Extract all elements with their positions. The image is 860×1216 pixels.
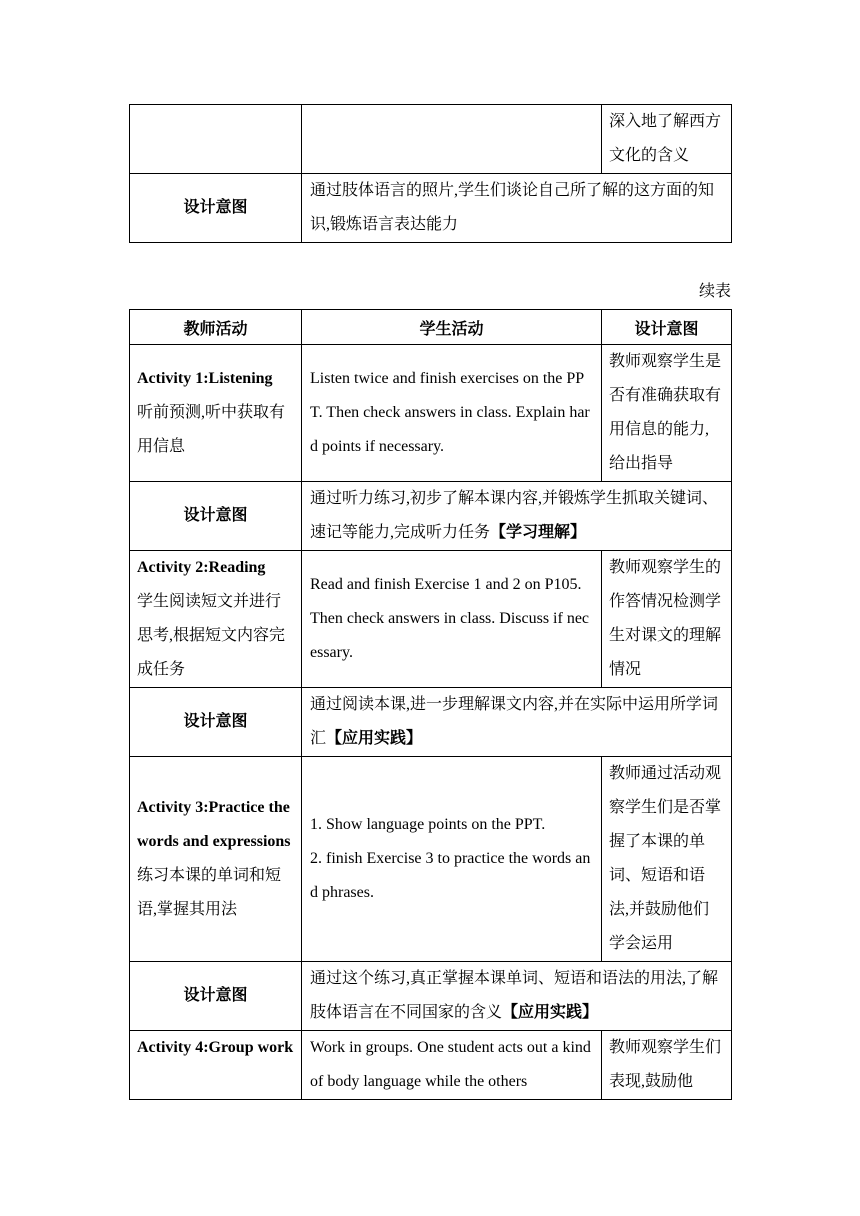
table-row xyxy=(130,345,732,482)
table-row xyxy=(130,174,732,243)
header-student-activity: 学生活动 xyxy=(302,310,602,345)
design-tag: 【应用实践】 xyxy=(326,730,423,747)
continued-label: 续表 xyxy=(698,283,731,300)
design-intent-content: 通过肢体语言的照片,学生们谈论自己所了解的这方面的知识,锻炼语言表达能力 xyxy=(302,174,732,243)
activity-description: 听前预测,听中获取有用信息 xyxy=(137,404,286,455)
design-tag: 【应用实践】 xyxy=(502,1004,599,1021)
teacher-activity-cell xyxy=(130,551,302,688)
student-activity-cell: Work in groups. One student acts out a kind of body language while the others xyxy=(302,1031,602,1100)
student-activity-cell xyxy=(302,105,602,174)
table-row xyxy=(130,551,732,688)
student-step-2: 2. finish Exercise 3 to practice the words and phrases. xyxy=(310,850,591,901)
design-intent-content xyxy=(302,482,732,551)
table-row xyxy=(130,688,732,757)
header-design-intent: 设计意图 xyxy=(602,310,732,345)
activity-title: Activity 4:Group work xyxy=(130,1031,302,1100)
table-header-row xyxy=(130,310,732,345)
design-text: 通过这个练习,真正掌握本课单词、短语和语法的用法,了解肢体语言在不同国家的含义 xyxy=(310,970,719,1021)
design-text: 通过听力练习,初步了解本课内容,并锻炼学生抓取关键词、速记等能力,完成听力任务 xyxy=(310,490,719,541)
table-row xyxy=(130,105,732,174)
student-step-1: 1. Show language points on the PPT. xyxy=(310,816,546,833)
design-intent-cell: 教师观察学生的作答情况检测学生对课文的理解情况 xyxy=(602,551,732,688)
design-intent-label: 设计意图 xyxy=(130,688,302,757)
table-row xyxy=(130,962,732,1031)
activity-description: 学生阅读短文并进行思考,根据短文内容完成任务 xyxy=(137,593,286,678)
design-intent-cell: 教师观察学生是否有准确获取有用信息的能力,给出指导 xyxy=(602,345,732,482)
table-row xyxy=(130,757,732,962)
design-intent-cell: 深入地了解西方文化的含义 xyxy=(602,105,732,174)
activity-description: 练习本课的单词和短语,掌握其用法 xyxy=(137,867,282,918)
design-tag: 【学习理解】 xyxy=(490,524,587,541)
design-intent-content xyxy=(302,688,732,757)
activity-title: Activity 1:Listening xyxy=(137,370,273,387)
design-intent-cell: 教师观察学生们表现,鼓励他 xyxy=(602,1031,732,1100)
design-text: 通过阅读本课,进一步理解课文内容,并在实际中运用所学词汇 xyxy=(310,696,719,747)
teacher-activity-cell xyxy=(130,105,302,174)
teacher-activity-cell xyxy=(130,345,302,482)
design-intent-content xyxy=(302,962,732,1031)
table-row xyxy=(130,482,732,551)
design-intent-label: 设计意图 xyxy=(130,482,302,551)
header-teacher-activity: 教师活动 xyxy=(130,310,302,345)
student-activity-cell: Read and finish Exercise 1 and 2 on P105. Then check answers in class. Discuss if necessary. xyxy=(302,551,602,688)
design-intent-cell: 教师通过活动观察学生们是否掌握了本课的单词、短语和语法,并鼓励他们学会运用 xyxy=(602,757,732,962)
student-activity-cell xyxy=(302,757,602,962)
activity-table xyxy=(129,309,732,1100)
table-row xyxy=(130,1031,732,1100)
activity-title: Activity 3:Practice the words and expressions xyxy=(137,799,291,850)
teacher-activity-cell xyxy=(130,757,302,962)
activity-title: Activity 2:Reading xyxy=(137,559,266,576)
design-intent-label: 设计意图 xyxy=(130,174,302,243)
design-intent-label: 设计意图 xyxy=(130,962,302,1031)
student-activity-cell: Listen twice and finish exercises on the PPT. Then check answers in class. Explain hard points if necessary. xyxy=(302,345,602,482)
table-continued-top xyxy=(129,104,732,243)
